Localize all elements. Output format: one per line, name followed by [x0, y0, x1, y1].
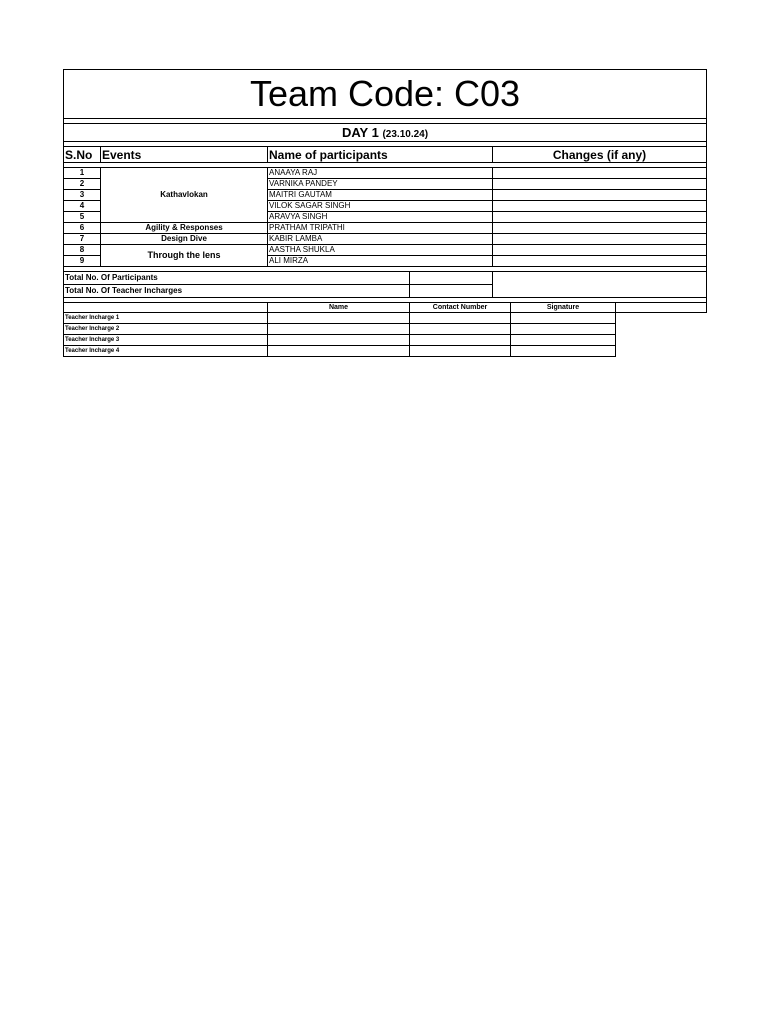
teacher-label: Teacher Incharge 2: [64, 324, 268, 335]
teacher-row: [64, 324, 707, 335]
participant-name: ANAAYA RAJ: [268, 168, 493, 179]
teacher-side-blank: [616, 303, 707, 313]
participant-row: [64, 168, 707, 179]
participant-name: MAITRI GAUTAM: [268, 190, 493, 201]
teacher-signature-cell[interactable]: [511, 335, 616, 346]
header-participants: Name of participants: [268, 147, 493, 163]
participant-name: KABIR LAMBA: [268, 234, 493, 245]
participant-name: PRATHAM TRIPATHI: [268, 223, 493, 234]
participant-changes-cell[interactable]: [493, 201, 707, 212]
participant-sno: 9: [64, 256, 101, 267]
teacher-header-row: [64, 303, 707, 313]
event-name: Kathavlokan: [101, 168, 268, 223]
teacher-name-cell[interactable]: [268, 335, 410, 346]
event-name: Agility & Responses: [101, 223, 268, 234]
teacher-header-blank: [64, 303, 268, 313]
teacher-header-contact: Contact Number: [410, 303, 511, 313]
page-title: Team Code: C03: [64, 70, 707, 119]
participant-sno: 5: [64, 212, 101, 223]
participant-sno: 7: [64, 234, 101, 245]
day-heading: [64, 124, 707, 142]
event-name: Design Dive: [101, 234, 268, 245]
participant-changes-cell[interactable]: [493, 256, 707, 267]
header-sno: S.No: [64, 147, 101, 163]
participant-sno: 3: [64, 190, 101, 201]
participant-row: [64, 234, 707, 245]
teacher-contact-cell[interactable]: [410, 346, 511, 357]
participant-changes-cell[interactable]: [493, 223, 707, 234]
total-teachers-value[interactable]: [410, 285, 493, 298]
teacher-row: [64, 335, 707, 346]
participant-name: AASTHA SHUKLA: [268, 245, 493, 256]
participants-header-row: [64, 147, 707, 163]
participant-sno: 4: [64, 201, 101, 212]
total-participants-row: [64, 272, 707, 285]
participant-name: ARAVYA SINGH: [268, 212, 493, 223]
registration-table: [63, 69, 707, 357]
header-changes: Changes (if any): [493, 147, 707, 163]
participant-row: [64, 245, 707, 256]
total-teachers-label: Total No. Of Teacher Incharges: [64, 285, 410, 298]
participant-sno: 6: [64, 223, 101, 234]
teacher-row: [64, 346, 707, 357]
participant-changes-cell[interactable]: [493, 212, 707, 223]
teacher-name-cell[interactable]: [268, 324, 410, 335]
participant-sno: 2: [64, 179, 101, 190]
totals-blank: [493, 272, 707, 298]
teacher-header-name: Name: [268, 303, 410, 313]
participant-name: VARNIKA PANDEY: [268, 179, 493, 190]
team-sheet: [63, 69, 706, 357]
participant-changes-cell[interactable]: [493, 245, 707, 256]
participant-name: ALI MIRZA: [268, 256, 493, 267]
teacher-header-signature: Signature: [511, 303, 616, 313]
total-participants-value[interactable]: [410, 272, 493, 285]
teacher-name-cell[interactable]: [268, 313, 410, 324]
teacher-label: Teacher Incharge 1: [64, 313, 268, 324]
teacher-label: Teacher Incharge 4: [64, 346, 268, 357]
participant-changes-cell[interactable]: [493, 168, 707, 179]
teacher-signature-cell[interactable]: [511, 346, 616, 357]
day-date: (23.10.24): [382, 128, 429, 140]
day-label: DAY 1: [341, 124, 379, 140]
teacher-name-cell[interactable]: [268, 346, 410, 357]
participant-changes-cell[interactable]: [493, 190, 707, 201]
teacher-contact-cell[interactable]: [410, 324, 511, 335]
participant-changes-cell[interactable]: [493, 234, 707, 245]
participant-row: [64, 223, 707, 234]
teacher-signature-cell[interactable]: [511, 313, 616, 324]
teacher-contact-cell[interactable]: [410, 313, 511, 324]
teacher-row: [64, 313, 707, 324]
header-events: Events: [101, 147, 268, 163]
event-name: Through the lens: [101, 245, 268, 267]
teacher-signature-cell[interactable]: [511, 324, 616, 335]
participant-name: VILOK SAGAR SINGH: [268, 201, 493, 212]
participant-sno: 1: [64, 168, 101, 179]
total-participants-label: Total No. Of Participants: [64, 272, 410, 285]
teacher-contact-cell[interactable]: [410, 335, 511, 346]
participant-changes-cell[interactable]: [493, 179, 707, 190]
teacher-label: Teacher Incharge 3: [64, 335, 268, 346]
participant-sno: 8: [64, 245, 101, 256]
